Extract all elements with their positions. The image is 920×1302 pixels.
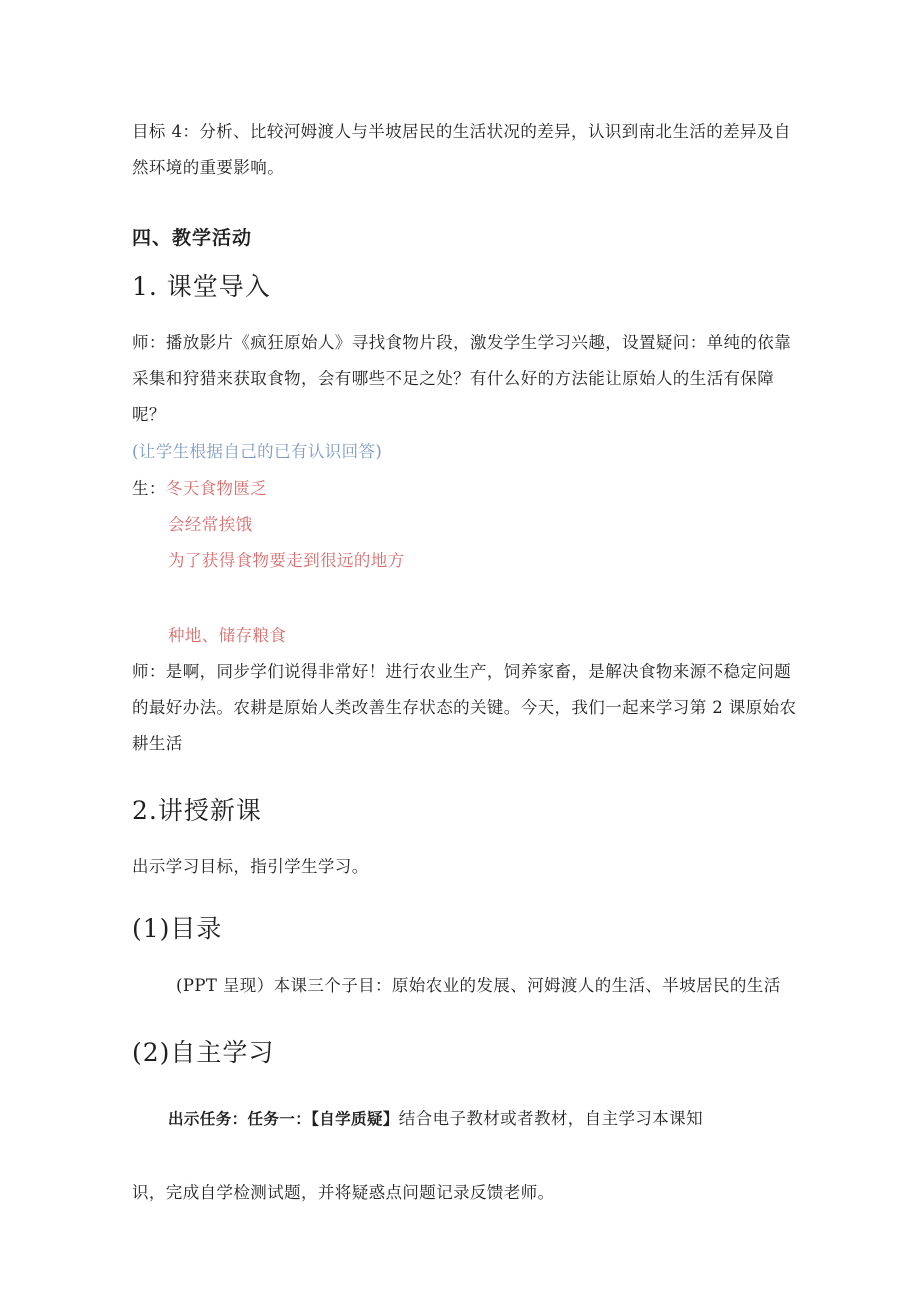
- teacher-response-line3: 耕生活: [132, 734, 183, 753]
- sub1-heading: (1)目录: [132, 914, 223, 943]
- student-answer-2: 会经常挨饿: [168, 515, 253, 534]
- task-text: 结合电子教材或者教材，自主学习本课知: [398, 1109, 703, 1128]
- sub2-heading: (2)自主学习: [132, 1038, 275, 1067]
- task-continuation: 识，完成自学检测试题，并将疑惑点问题记录反馈老师。: [132, 1183, 555, 1202]
- student-answer-4: 种地、储存粮食: [168, 626, 287, 645]
- answer-note: (让学生根据自己的已有认识回答): [132, 442, 383, 461]
- teacher-response-line2: 的最好办法。农耕是原始人类改善生存状态的关键。今天，我们一起来学习第 2 课原始农: [132, 698, 797, 717]
- student-answer-3: 为了获得食物要走到很远的地方: [168, 551, 405, 570]
- part2-heading: 2.讲授新课: [132, 796, 262, 825]
- student-answer-row: [132, 479, 267, 499]
- sub1-text: (PPT 呈现）本课三个子目：原始农业的发展、河姆渡人的生活、半坡居民的生活: [176, 976, 781, 995]
- goal4-line1: 目标 4：分析、比较河姆渡人与半坡居民的生活状况的差异，认识到南北生活的差异及自: [132, 122, 791, 141]
- student-answer-1: 冬天食物匮乏: [165, 479, 268, 498]
- part1-heading: 1. 课堂导入: [132, 272, 271, 301]
- teacher-intro-line1: 师：播放影片《疯狂原始人》寻找食物片段，激发学生学习兴趣，设置疑问：单纯的依靠: [132, 333, 792, 352]
- student-label: 生：: [132, 479, 166, 498]
- goal4-line2: 然环境的重要影响。: [132, 158, 285, 177]
- task-label: 出示任务：任务一：【自学质疑】: [168, 1110, 399, 1128]
- teacher-response-line1: 师：是啊，同步学们说得非常好！进行农业生产，饲养家畜，是解决食物来源不稳定问题: [132, 662, 792, 681]
- task-row: [168, 1109, 703, 1129]
- part2-intro: 出示学习目标，指引学生学习。: [132, 857, 369, 876]
- teacher-intro-line2: 采集和狩猎来获取食物，会有哪些不足之处？有什么好的方法能让原始人的生活有保障: [132, 369, 775, 388]
- teacher-intro-line3: 呢？: [132, 405, 166, 424]
- section-heading-teaching-activities: 四、教学活动: [132, 227, 253, 249]
